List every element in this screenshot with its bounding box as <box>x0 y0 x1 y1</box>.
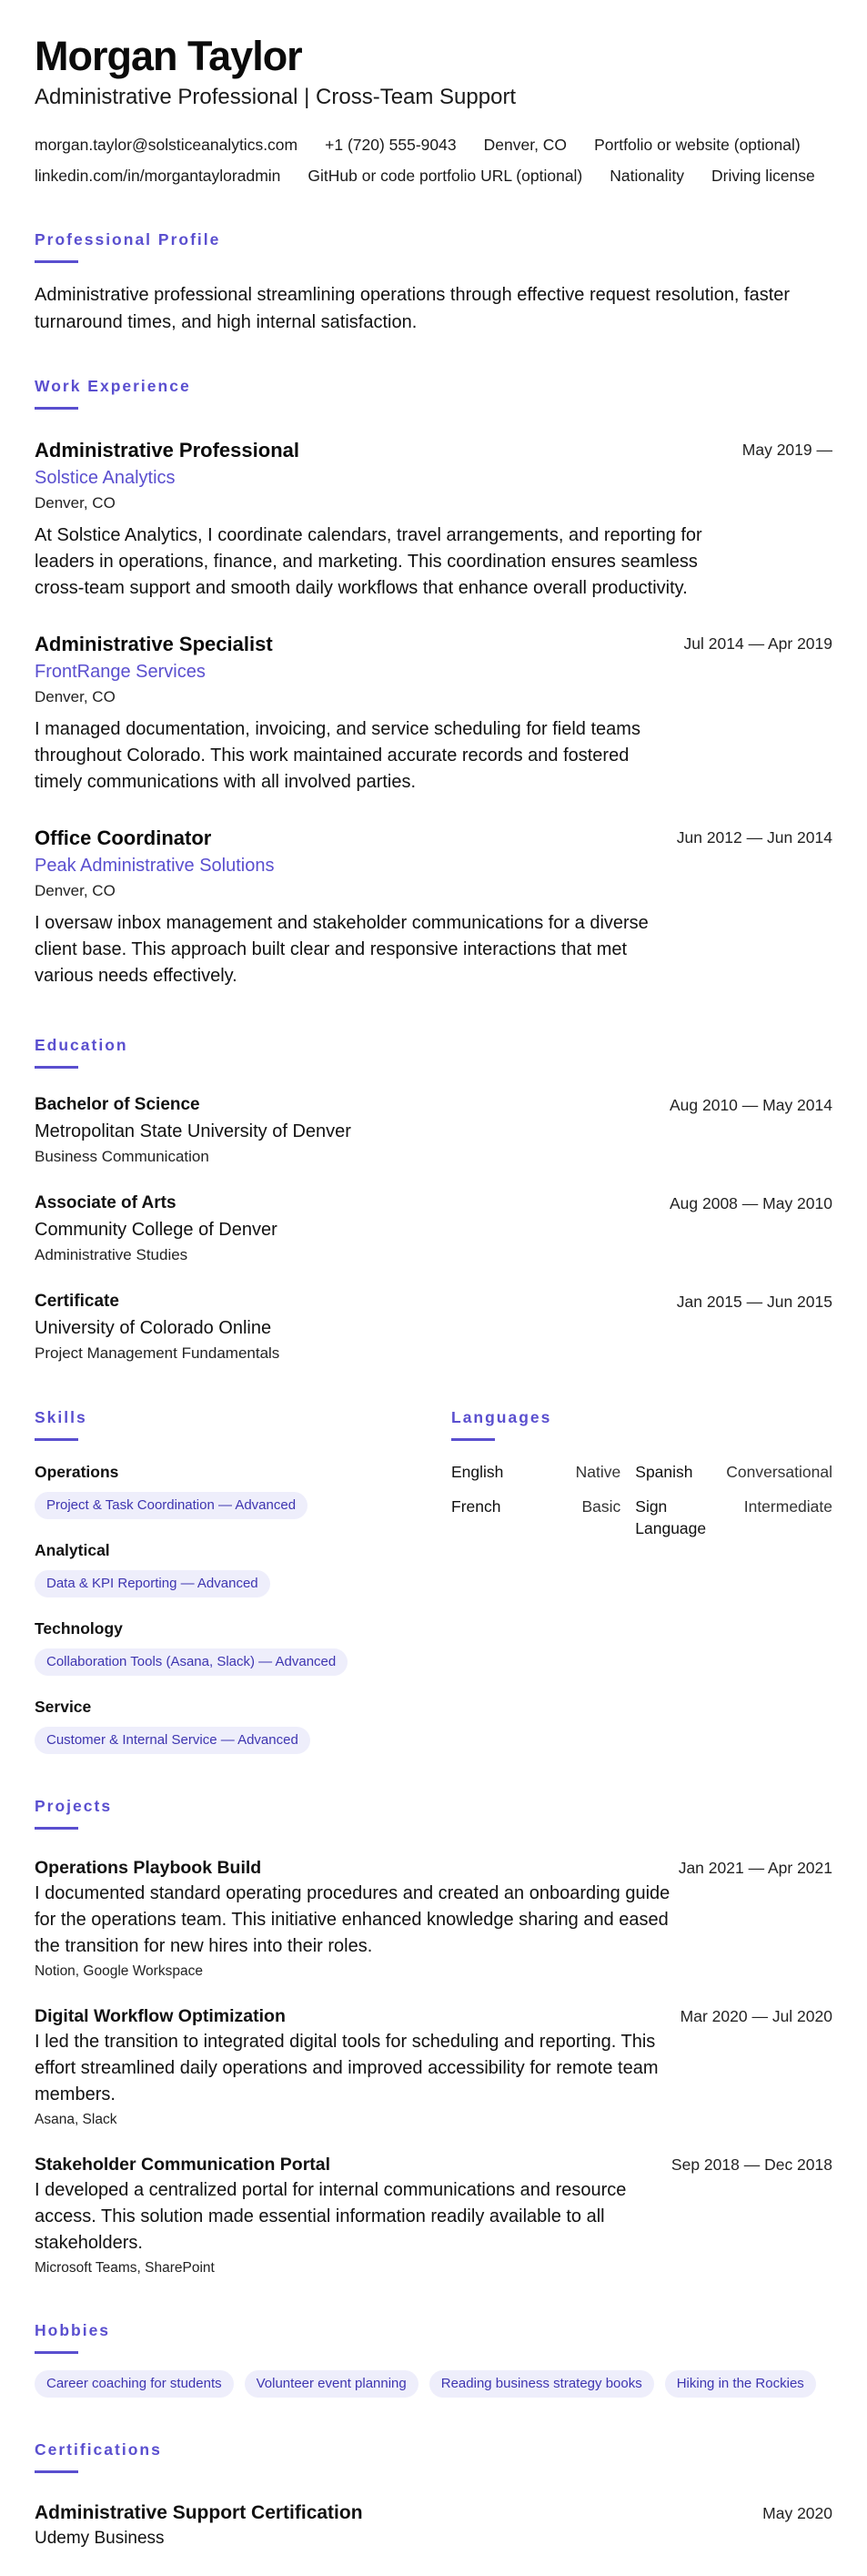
profile-summary: Administrative professional streamlining operations through effective request resolution, faster turnaround times, and high internal satisfaction. <box>35 285 791 332</box>
experience-item <box>35 631 832 796</box>
section-divider <box>35 260 78 263</box>
project-title: Stakeholder Communication Portal <box>35 2155 331 2175</box>
project-item <box>35 1855 832 1983</box>
contact-email[interactable]: morgan.taylor@solsticeanalytics.com <box>35 136 298 154</box>
hobby-pill: Reading business strategy books <box>429 2370 654 2398</box>
certification-item <box>35 2500 832 2551</box>
skill-pill: Collaboration Tools (Asana, Slack) — Advanced <box>35 1648 348 1676</box>
hobby-list <box>35 2370 832 2398</box>
skill-group <box>35 1461 417 1519</box>
job-company: FrontRange Services <box>35 662 206 682</box>
job-description: I managed documentation, invoicing, and service scheduling for field teams throughout Colorado. This work maintained accurate records and fostered timely communications with all involved parties. <box>35 719 640 792</box>
project-item <box>35 2152 832 2280</box>
education-dates: Aug 2010 — May 2014 <box>669 1096 832 1114</box>
project-description: I developed a centralized portal for internal communications and resource access. This solution made essential information readily available to all stakeholders. <box>35 2180 627 2253</box>
skills-section <box>35 1407 417 1754</box>
project-tools: Notion, Google Workspace <box>35 1963 203 1979</box>
projects-section <box>35 1796 832 2280</box>
section-title: Work Experience <box>35 377 191 395</box>
job-location: Denver, CO <box>35 882 116 899</box>
language-list <box>451 1461 832 1539</box>
hobby-pill: Hiking in the Rockies <box>665 2370 816 2398</box>
section-divider <box>35 407 78 410</box>
job-dates: Jul 2014 — Apr 2019 <box>683 634 832 653</box>
section-divider <box>35 1827 78 1830</box>
language-item <box>451 1461 620 1483</box>
school-name: Metropolitan State University of Denver <box>35 1121 351 1141</box>
section-divider <box>35 2351 78 2354</box>
resume-header <box>35 33 832 191</box>
project-dates: Jan 2021 — Apr 2021 <box>678 1859 832 1877</box>
contact-location: Denver, CO <box>483 136 568 154</box>
contact-driving-license: Driving license <box>711 167 815 185</box>
project-description: I led the transition to integrated digital tools for scheduling and reporting. This effort streamlined daily operations and improved accessibility for remote team members. <box>35 2032 659 2104</box>
job-title: Office Coordinator <box>35 827 212 849</box>
experience-item <box>35 825 832 989</box>
skill-category: Technology <box>35 1619 123 1638</box>
experience-section <box>35 376 832 989</box>
certification-date: May 2020 <box>762 2504 832 2522</box>
languages-section <box>451 1407 832 1754</box>
job-location: Denver, CO <box>35 494 116 512</box>
education-dates: Aug 2008 — May 2010 <box>669 1194 832 1212</box>
education-item <box>35 1289 832 1365</box>
section-title: Education <box>35 1036 128 1054</box>
language-item <box>635 1496 832 1539</box>
job-description: I oversaw inbox management and stakeholder communications for a diverse client base. This approach built clear and responsive interactions that met various needs effectively. <box>35 913 649 986</box>
hobby-pill: Career coaching for students <box>35 2370 234 2398</box>
job-title: Administrative Specialist <box>35 633 273 655</box>
contact-github[interactable]: GitHub or code portfolio URL (optional) <box>307 167 583 185</box>
experience-item <box>35 437 832 602</box>
job-company: Peak Administrative Solutions <box>35 856 275 876</box>
section-title: Professional Profile <box>35 230 221 248</box>
project-tools: Asana, Slack <box>35 2112 117 2127</box>
skill-category: Service <box>35 1698 92 1716</box>
job-location: Denver, CO <box>35 688 116 705</box>
language-item <box>451 1496 620 1539</box>
section-title: Languages <box>451 1408 552 1426</box>
section-divider <box>35 1066 78 1069</box>
skill-group <box>35 1618 417 1676</box>
language-name: Spanish <box>635 1463 693 1481</box>
profile-section <box>35 229 832 336</box>
project-title: Digital Workflow Optimization <box>35 2006 286 2026</box>
section-divider <box>35 2470 78 2473</box>
language-item <box>635 1461 832 1483</box>
job-dates: Jun 2012 — Jun 2014 <box>676 828 832 847</box>
candidate-headline: Administrative Professional | Cross-Team Support <box>35 85 517 109</box>
degree-title: Bachelor of Science <box>35 1095 200 1114</box>
degree-title: Associate of Arts <box>35 1193 176 1212</box>
skill-pill: Project & Task Coordination — Advanced <box>35 1492 307 1519</box>
field-of-study: Project Management Fundamentals <box>35 1344 280 1362</box>
education-item <box>35 1092 832 1169</box>
job-description: At Solstice Analytics, I coordinate calendars, travel arrangements, and reporting for leaders in operations, finance, and marketing. This coordination ensures seamless cross-team support and smooth daily workflows that enhance overall productivity. <box>35 525 702 598</box>
language-name: English <box>451 1463 504 1481</box>
education-dates: Jan 2015 — Jun 2015 <box>676 1293 832 1311</box>
contact-phone[interactable]: +1 (720) 555-9043 <box>325 136 457 154</box>
contact-nationality: Nationality <box>610 167 684 185</box>
project-dates: Mar 2020 — Jul 2020 <box>680 2007 832 2025</box>
language-name: French <box>451 1497 501 1516</box>
candidate-name: Morgan Taylor <box>35 33 302 79</box>
section-title: Projects <box>35 1797 113 1815</box>
contact-portfolio[interactable]: Portfolio or website (optional) <box>594 136 801 154</box>
contact-list <box>35 129 835 191</box>
job-title: Administrative Professional <box>35 439 299 461</box>
hobbies-section <box>35 2320 832 2398</box>
language-name: Sign Language <box>635 1497 707 1537</box>
section-divider <box>451 1438 495 1441</box>
section-divider <box>35 1438 78 1441</box>
skill-pill: Customer & Internal Service — Advanced <box>35 1727 310 1754</box>
job-company: Solstice Analytics <box>35 468 176 488</box>
project-title: Operations Playbook Build <box>35 1858 262 1878</box>
section-title: Certifications <box>35 2440 162 2459</box>
skill-pill: Data & KPI Reporting — Advanced <box>35 1570 270 1597</box>
contact-linkedin[interactable]: linkedin.com/in/morgantayloradmin <box>35 167 281 185</box>
language-level: Conversational <box>726 1463 832 1481</box>
language-level: Native <box>575 1463 621 1481</box>
project-dates: Sep 2018 — Dec 2018 <box>670 2155 832 2174</box>
language-level: Intermediate <box>743 1497 832 1516</box>
school-name: University of Colorado Online <box>35 1318 272 1338</box>
education-item <box>35 1191 832 1267</box>
education-section <box>35 1035 832 1365</box>
hobby-pill: Volunteer event planning <box>245 2370 418 2398</box>
field-of-study: Administrative Studies <box>35 1246 188 1263</box>
skills-languages-row <box>35 1407 832 1754</box>
field-of-study: Business Communication <box>35 1148 209 1165</box>
project-tools: Microsoft Teams, SharePoint <box>35 2260 215 2276</box>
section-title: Hobbies <box>35 2321 111 2339</box>
degree-title: Certificate <box>35 1292 119 1311</box>
project-description: I documented standard operating procedures and created an onboarding guide for the operations team. This initiative enhanced knowledge sharing and eased the transition for new hires into their roles. <box>35 1883 670 1956</box>
skill-group <box>35 1539 417 1597</box>
school-name: Community College of Denver <box>35 1220 277 1240</box>
language-level: Basic <box>581 1497 621 1516</box>
job-dates: May 2019 — <box>741 441 832 459</box>
skill-category: Operations <box>35 1463 119 1481</box>
certification-issuer: Udemy Business <box>35 2529 165 2548</box>
skill-group <box>35 1696 417 1754</box>
certification-name: Administrative Support Certification <box>35 2502 363 2523</box>
section-title: Skills <box>35 1408 87 1426</box>
certifications-section <box>35 2439 832 2551</box>
project-item <box>35 2003 832 2132</box>
skill-category: Analytical <box>35 1541 110 1559</box>
